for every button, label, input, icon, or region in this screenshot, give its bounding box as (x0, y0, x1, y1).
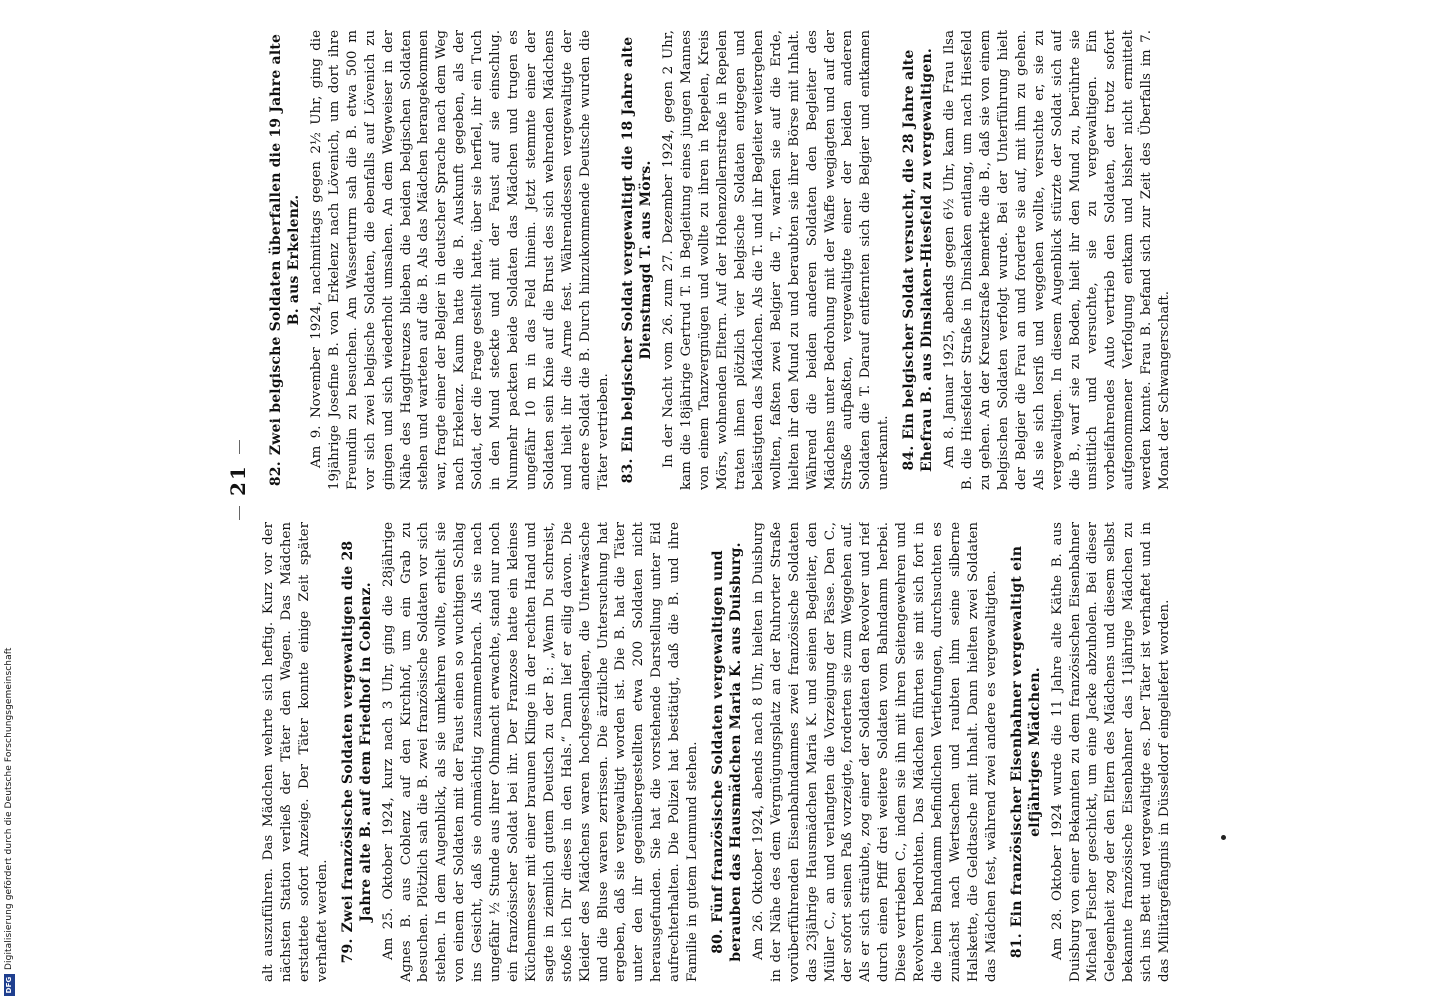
section-heading-84: 84.Ein belgischer Soldat versucht, die 28 Jahre alte Ehefrau B. aus Dinslaken-Hiesfeld zu vergewaltigen. (901, 48, 936, 472)
section-body-80: Am 26. Oktober 1924, abends nach 8 Uhr, hielten in Duisburg in der Nähe des dem Vergnügungsplatz an der Ruhrorter Straße vorüberführenden Eisenbahndammes zwei französische Soldaten das 23jährige Hausmädchen Maria K. und seinen Begleiter, den Müller C., an und verlangten die Vorzeigung der Pässe. Den C., der sofort seinen Paß vorzeigte, forderten sie zum Weggehen auf. Als er sich sträubte, zog einer der Soldaten den Revolver und rief durch einen Pfiff drei weitere Soldaten vom Bahndamm herbei. Diese vertrieben C., indem sie ihn mit ihren Seitengewehren und Revolvern bedrohten. Das Mädchen führten sie mit sich fort in die beim Bahndamm befindlichen Vertiefungen, durchsuchten es zunächst nach Wertsachen und raubten ihm seine silberne Halskette, die Geldtasche mit Inhalt. Dann hielten zwei Soldaten das Mädchen fest, während zwei andere es vergewaltigten. (750, 522, 999, 982)
left-column (260, 522, 1380, 982)
section-body-82: Am 9. November 1924, nachmittags gegen 2½ Uhr, ging die 19jährige Josefine B. von Erkelenz nach Lövenich, um dort ihre Freundin zu besuchen. Am Wasserturm sah die B. etwa 500 m vor sich zwei belgische Soldaten, die ebenfalls auf Lövenich zu gingen und sich wiederholt umsahen. An dem Wegweiser in der Nähe des Haggltreuzes blieben die beiden belgischen Soldaten stehen und warteten auf die B. Als das Mädchen herangekommen war, fragte einer der Belgier in deutscher Sprache nach dem Weg nach Erkelenz. Kaum hatte die B. Auskunft gegeben, als der Soldat, der die Frage gestellt hatte, über sie herfiel, ihr ein Tuch in den Mund steckte und mit der Faust auf sie einschlug. Nunmehr packten beide Soldaten das Mädchen und trugen es ungefähr 10 m in das Feld hinein. Jetzt stemmte einer der Soldaten sein Knie auf die Brust des sich wehrenden Mädchens und hielt ihr die Arme fest. Währenddessen vergewaltigte der andere Soldat die B. Durch hinzukommende Deutsche wurden die Täter vertrieben. (309, 30, 611, 490)
right-column (260, 30, 1380, 490)
section-body-83: In der Nacht vom 26. zum 27. Dezember 1924, gegen 2 Uhr, kam die 18jährige Gertrud T. in Begleitung eines jungen Mannes von einem Tanzvergnügen und wollte zu ihren in Repelen, Kreis Mörs, wohnenden Eltern. Auf der Hohenzollernstraße in Repelen traten ihnen plötzlich vier belgische Soldaten entgegen und belästigten das Mädchen. Als die T. und ihr Begleiter weitergehen wollten, faßten zwei Belgier die T., warfen sie auf die Erde, hielten ihr den Mund zu und beraubten sie ihrer Börse mit Inhalt. Während die beiden anderen Soldaten den Begleiter des Mädchens unter Bedrohung mit der Waffe wegjagten und auf der Straße aufpaßten, vergewaltigte einer der beiden anderen Soldaten die T. Darauf entfernten sich die Belgier und entkamen unerkannt. (661, 30, 892, 490)
page-number: 21 (226, 430, 250, 530)
scan-speck (1221, 835, 1226, 840)
section-heading-80: 80.Fünf französische Soldaten vergewaltigen und berauben das Hausmädchen Maria K. aus Duisburg. (709, 542, 744, 962)
section-heading-83: 83.Ein belgischer Soldat vergewaltigt die 18 Jahre alte Dienstmagd T. aus Mörs. (620, 36, 655, 484)
section-body-84: Am 8. Januar 1925, abends gegen 6½ Uhr, kam die Frau Ilsa B. die Hiesfelder Straße in Dinslaken entlang, um nach Hiesfeld zu gehen. An der Kreuzstraße bemerkte die B., daß sie von einem belgischen Soldaten verfolgt wurde. Bei der Unterführung hielt der Belgier die Frau an und forderte sie auf, mit ihm zu gehen. Als sie sich losriß und weggehen wollte, versuchte er, sie zu vergewaltigen. In diesem Augenblick stürzte der Soldat sich auf die B., warf sie zu Boden, hielt ihr den Mund zu, berührte sie unsittlich und versuchte, sie zu vergewaltigen. Ein vorbeifahrendes Auto vertrieb den Soldaten, der trotz sofort aufgenommener Verfolgung entkam und bisher nicht ermittelt werden konnte. Frau B. befand sich zur Zeit des Überfalls im 7. Monat der Schwangerschaft. (942, 30, 1173, 490)
dfg-logo-icon: DFG (4, 974, 15, 996)
section-body-81: Am 28. Oktober 1924 wurde die 11 Jahre alte Käthe B. aus Duisburg von einer Bekannten zu dem französischen Eisenbahner Michael Fischer geschickt, um eine Jacke abzuholen. Bei dieser Gelegenheit zog der den Eltern des Mädchens und diesem selbst bekannte französische Eisenbahner das 11jährige Mädchen zu sich ins Bett und vergewaltigte es. Der Täter ist verhaftet und in das Militärgefängnis in Düsseldorf eingeliefert worden. (1049, 522, 1173, 982)
section-heading-79: 79.Zwei französische Soldaten vergewaltigen die 28 Jahre alte B. auf dem Friedhof in Coblenz. (339, 540, 374, 964)
section-heading-81: 81.Ein französischer Eisenbahner vergewaltigt ein elfjähriges Mädchen. (1008, 545, 1043, 959)
section-body-79: Am 25. Oktober 1924, kurz nach 3 Uhr, ging die 28jährige Agnes B. aus Coblenz auf den Kirchhof, um ein Grab zu besuchen. Plötzlich sah die B. zwei französische Soldaten vor sich stehen. In dem Augenblick, als sie umkehren wollte, erhielt sie von einem der Soldaten mit der Faust einen so wuchtigen Schlag ins Gesicht, daß sie ohnmächtig zusammenbrach. Als sie nach ungefähr ½ Stunde aus ihrer Ohnmacht erwachte, stand nur noch ein französischer Soldat bei ihr. Der Franzose hatte ein kleines Küchenmesser mit einer braunen Klinge in der rechten Hand und sagte in ziemlich gutem Deutsch zu der B.: „Wenn Du schreist, stoße ich Dir dieses in den Hals.“ Dann lief er eilig davon. Die Kleider des Mädchens waren hochgeschlagen, die Unterwäsche und die Bluse waren zerrissen. Die ärztliche Untersuchung hat ergeben, daß sie vergewaltigt worden ist. Die B. hat die Täter unter den ihr gegenübergestellten etwa 200 Soldaten nicht herausgefunden. Sie hat die vorstehende Darstellung unter Eid aufrechterhalten. Die Polizei hat bestätigt, daß die B. und ihre Familie in gutem Leumund stehen. (380, 522, 701, 982)
document-page (216, 0, 1366, 1000)
footer-text: Digitalisierung gefördert durch die Deutsche Forschungsgemeinschaft (4, 647, 14, 970)
dfg-footer (2, 0, 16, 1000)
section-heading-82: 82.Zwei belgische Soldaten überfallen die 19 Jahre alte B. aus Erkelenz. (268, 33, 302, 487)
continuation-paragraph: alt auszuführen. Das Mädchen wehrte sich heftig. Kurz vor der nächsten Station verließ der Täter den Wagen. Das Mädchen erstattete sofort Anzeige. Der Täter konnte einige Zeit später verhaftet werden. (261, 522, 330, 982)
